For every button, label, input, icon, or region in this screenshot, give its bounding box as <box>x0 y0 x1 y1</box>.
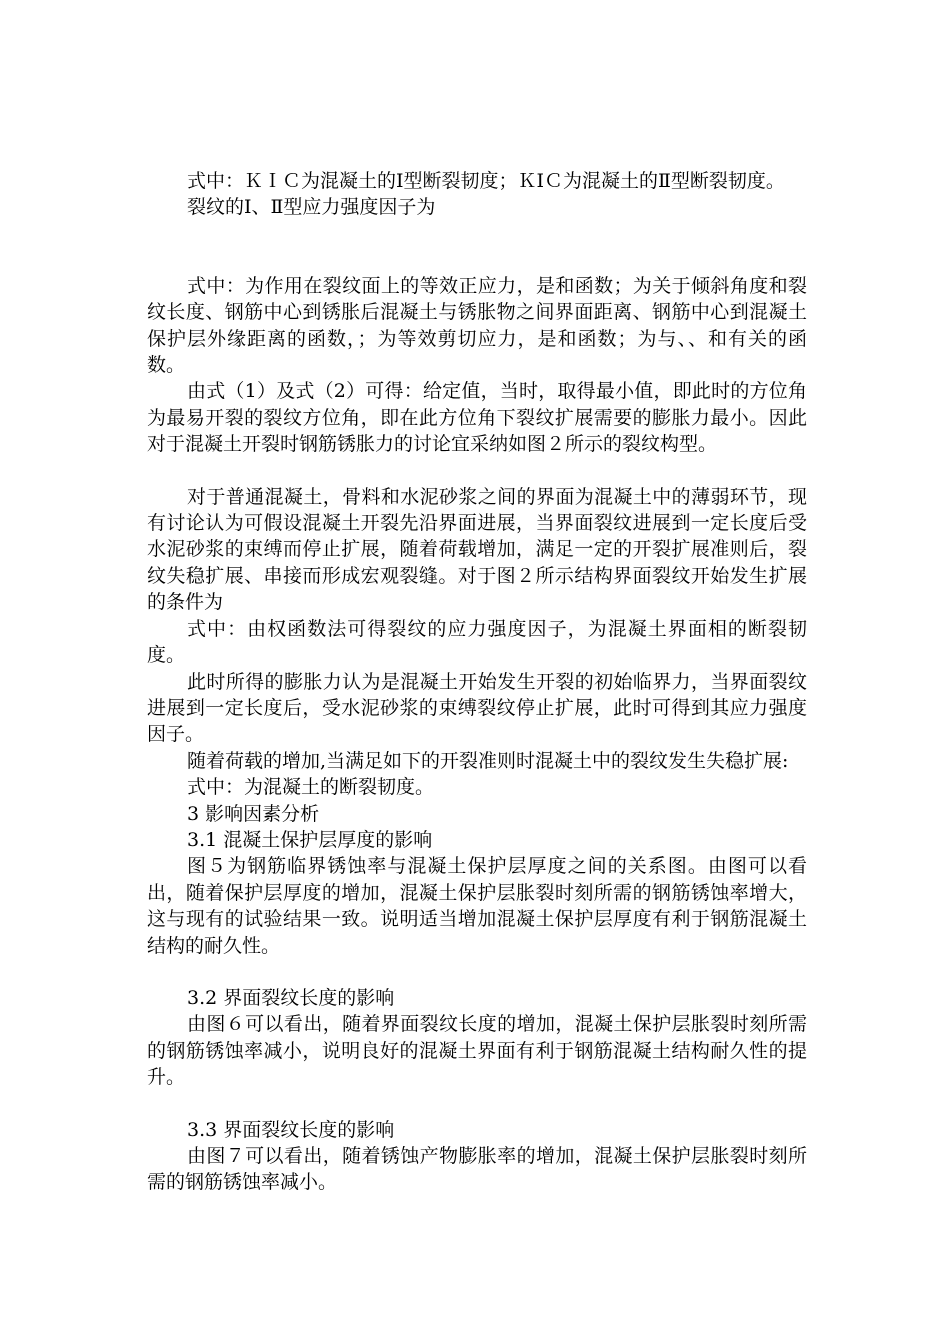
paragraph-weight-function: 式中：由权函数法可得裂纹的应力强度因子，为混凝土界面相的断裂韧度。 <box>147 617 807 667</box>
paragraph-crack-orientation: 由式（1）及式（2）可得：给定值，当时，取得最小值，即此时的方位角为最易开裂的裂纹方位角，即在此方位角下裂纹扩展需要的膨胀力最小。因此对于混凝土开裂时钢筋锈胀力的讨论宜采纳如图２所示的裂纹构型。 <box>147 380 807 456</box>
paragraph-equivalent-stress: 式中：为作用在裂纹面上的等效正应力，是和函数；为关于倾斜角度和裂纹长度、钢筋中心到锈胀后混凝土与锈胀物之间界面距离、钢筋中心到混凝土保护层外缘距离的函数，；为等效剪切应力，是和函数；为与、、和有关的函数。 <box>147 274 807 377</box>
paragraph-crack-length: 由图６可以看出，随着界面裂纹长度的增加，混凝土保护层胀裂时刻所需的钢筋锈蚀率减小，说明良好的混凝土界面有利于钢筋混凝土结构耐久性的提升。 <box>147 1013 807 1089</box>
paragraph-spacer <box>147 1091 807 1117</box>
paragraph-interface-crack: 对于普通混凝土，骨料和水泥砂浆之间的界面为混凝土中的薄弱环节，现有讨论认为可假设混凝土开裂先沿界面进展，当界面裂纹进展到一定长度后受水泥砂浆的束缚而停止扩展，随着荷载增加，满足一定的开裂扩展准则后，裂纹失稳扩展、串接而形成宏观裂缝。对于图２所示结构界面裂纹开始发生扩展的条件为 <box>147 485 807 614</box>
paragraph-cover-thickness: 图５为钢筋临界锈蚀率与混凝土保护层厚度之间的关系图。由图可以看出，随着保护层厚度的增加，混凝土保护层胀裂时刻所需的钢筋锈蚀率增大，这与现有的试验结果一致。说明适当增加混凝土保护层厚度有利于钢筋混凝土结构的耐久性。 <box>147 855 807 957</box>
section-heading-3-2: 3.2 界面裂纹长度的影响 <box>187 986 395 1009</box>
section-heading-3: 3 影响因素分析 <box>187 802 320 825</box>
paragraph-spacer <box>147 959 807 985</box>
section-heading-3-3: 3.3 界面裂纹长度的影响 <box>187 1118 395 1141</box>
paragraph-unstable-extension: 随着荷载的增加,当满足如下的开裂准则时混凝土中的裂纹发生失稳扩展: <box>187 749 789 772</box>
document-body <box>147 168 807 1196</box>
paragraph-fracture-toughness-def: 式中：为混凝土的断裂韧度。 <box>187 776 435 799</box>
paragraph-fracture-toughness: 式中：ＫＩＣ为混凝土的Ⅰ型断裂韧度；ＫⅠＣ为混凝土的Ⅱ型断裂韧度。 <box>187 170 785 192</box>
paragraph-spacer <box>147 458 807 484</box>
paragraph-initial-critical-force: 此时所得的膨胀力认为是混凝土开始发生开裂的初始临界力，当界面裂纹进展到一定长度后，受水泥砂浆的束缚裂纹停止扩展，此时可得到其应力强度因子。 <box>147 670 807 746</box>
equation-placeholder <box>147 221 807 273</box>
paragraph-expansion-rate: 由图７可以看出，随着锈蚀产物膨胀率的增加，混凝土保护层胀裂时刻所需的钢筋锈蚀率减小。 <box>147 1145 807 1194</box>
paragraph-stress-factor-intro: 裂纹的Ⅰ、Ⅱ型应力强度因子为 <box>187 196 436 219</box>
section-heading-3-1: 3.1 混凝土保护层厚度的影响 <box>187 828 433 851</box>
